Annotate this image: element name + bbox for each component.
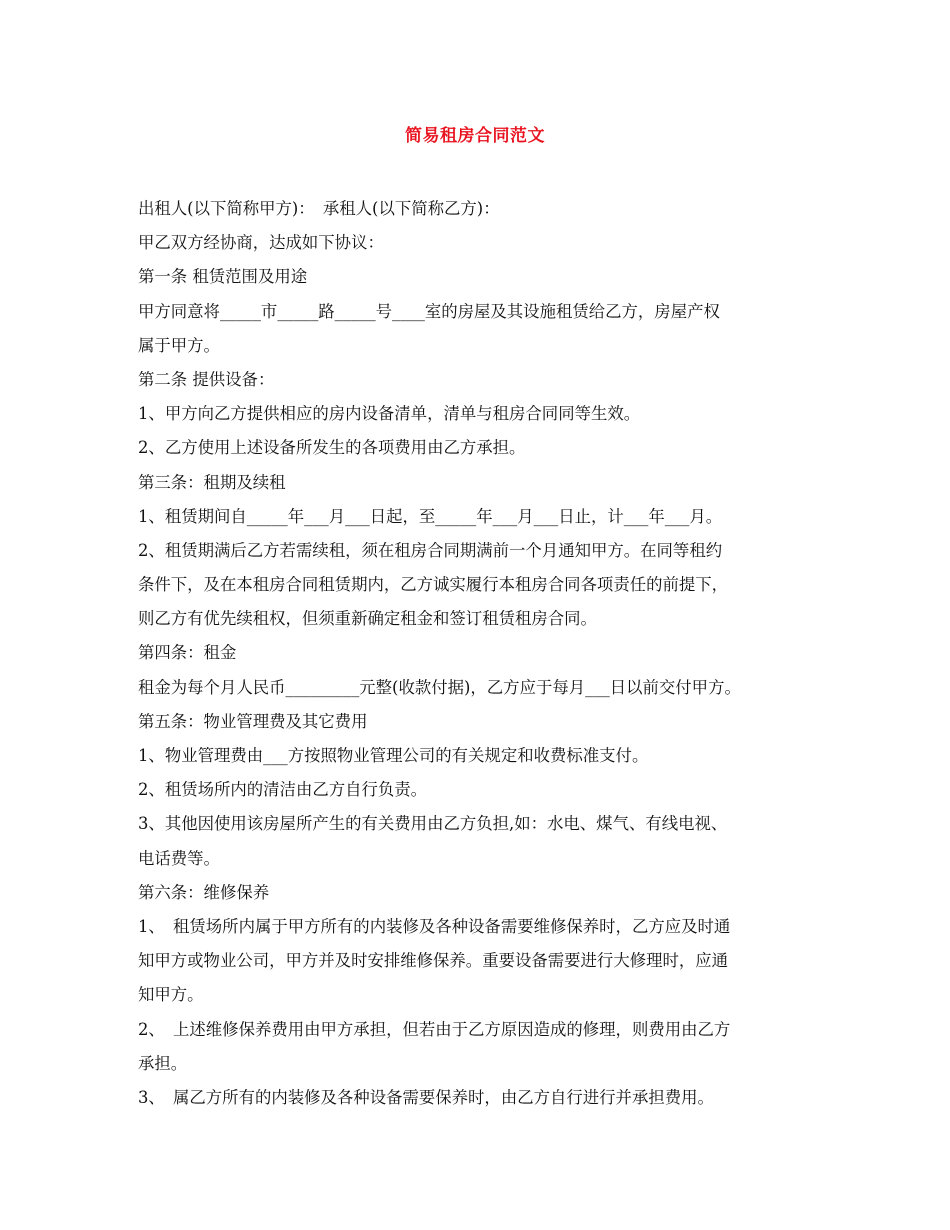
article-4-heading: 第四条：租金 [138, 643, 237, 663]
article-3-item: 1、租赁期间自_____年___月___日起，至_____年___月___日止，计___年___月。 [138, 506, 723, 526]
article-1-text: 属于甲方。 [138, 335, 220, 355]
article-6-item: 知甲方或物业公司，甲方并及时安排维修保养。重要设备需要进行大修理时，应通 [138, 951, 729, 971]
article-1-text: 甲方同意将_____市_____路_____号____室的房屋及其设施租赁给乙方，房屋产权 [138, 301, 720, 321]
article-3-item: 2、租赁期满后乙方若需续租，须在租房合同期满前一个月通知甲方。在同等租约 [138, 540, 723, 560]
article-2-item: 1、甲方向乙方提供相应的房内设备清单，清单与租房合同同等生效。 [138, 404, 641, 424]
document-title: 简易租房合同范文 [405, 126, 545, 146]
article-6-item: 3、 属乙方所有的内装修及各种设备需要保养时，由乙方自行进行并承担费用。 [138, 1087, 714, 1107]
article-6-item: 承担。 [138, 1053, 188, 1073]
article-3-item: 条件下，及在本租房合同租赁期内，乙方诚实履行本租房合同各项责任的前提下， [138, 575, 729, 595]
article-5-item: 2、租赁场所内的清洁由乙方自行负责。 [138, 780, 428, 800]
article-5-item: 3、其他因使用该房屋所产生的有关费用由乙方负担,如：水电、煤气、有线电视、 [138, 814, 728, 834]
article-6-item: 知甲方。 [138, 985, 204, 1005]
article-6-item: 1、 租赁场所内属于甲方所有的内装修及各种设备需要维修保养时，乙方应及时通 [138, 916, 731, 936]
article-1-heading: 第一条 租赁范围及用途 [138, 267, 308, 287]
article-6-item: 2、 上述维修保养费用由甲方承担，但若由于乙方原因造成的修理，则费用由乙方 [138, 1019, 731, 1039]
document-body [138, 192, 823, 1115]
article-2-heading: 第二条 提供设备： [138, 369, 275, 389]
article-6-heading: 第六条：维修保养 [138, 882, 270, 902]
article-5-item: 电话费等。 [138, 848, 220, 868]
agreement-intro: 甲乙双方经协商，达成如下协议： [138, 233, 384, 253]
article-5-item: 1、物业管理费由___方按照物业管理公司的有关规定和收费标准支付。 [138, 746, 649, 765]
party-line: 出租人(以下简称甲方)： 承租人(以下简称乙方)： [138, 199, 500, 218]
article-5-heading: 第五条：物业管理费及其它费用 [138, 711, 368, 731]
article-2-item: 2、乙方使用上述设备所发生的各项费用由乙方承担。 [138, 438, 526, 458]
article-4-text: 租金为每个月人民币_________元整(收款付据)，乙方应于每月___日以前交付甲方。 [138, 677, 741, 697]
article-3-item: 则乙方有优先续租权，但须重新确定租金和签订租赁租房合同。 [138, 609, 597, 629]
article-3-heading: 第三条：租期及续租 [138, 472, 286, 492]
